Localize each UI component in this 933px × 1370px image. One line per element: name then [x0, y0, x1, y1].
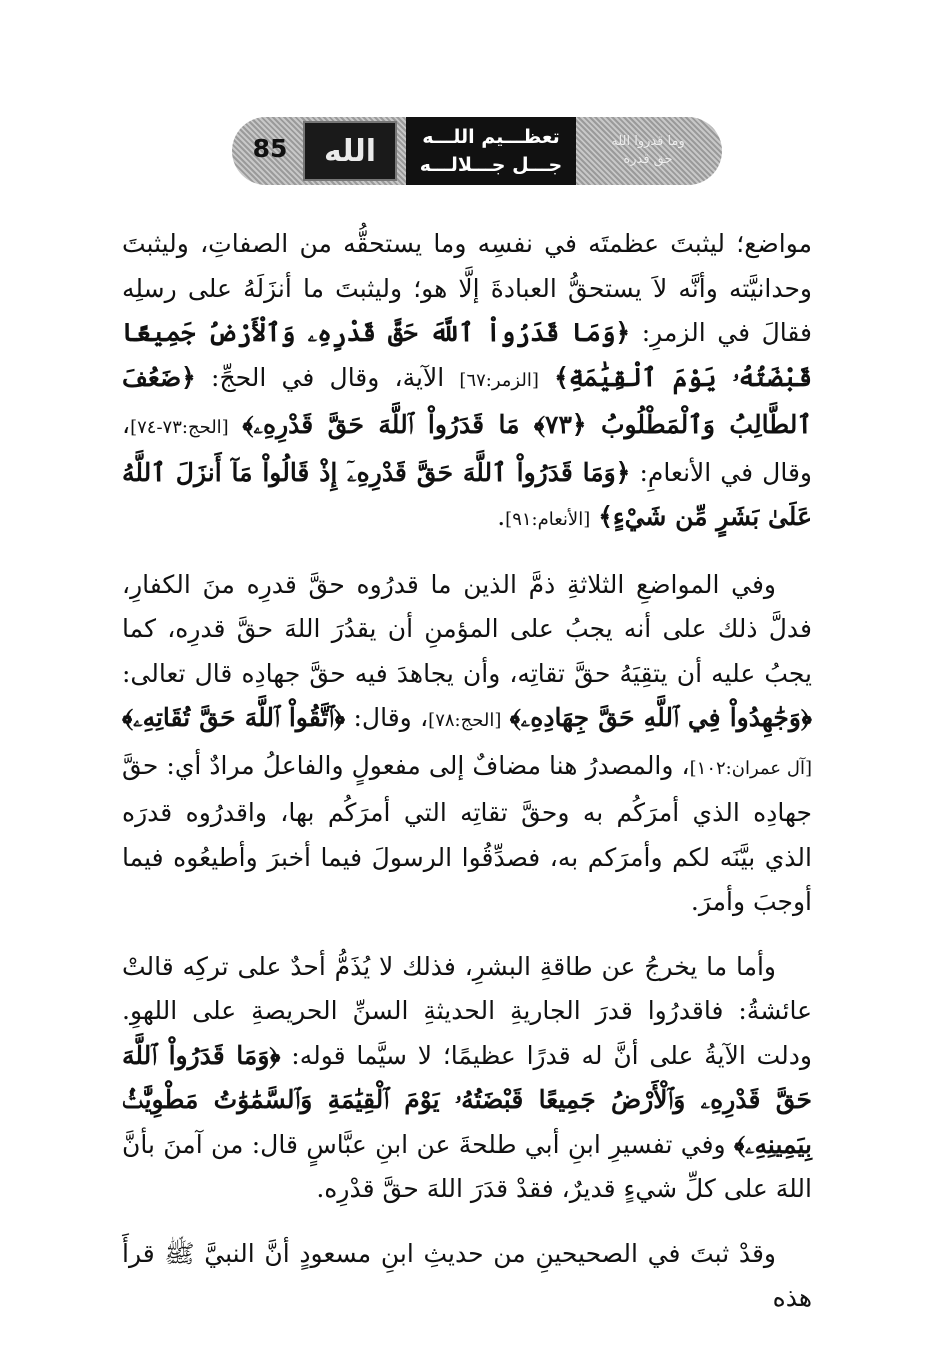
verse-reference: [الحج:٧٨] [428, 710, 502, 731]
verse-reference: [الأنعام:٩١] [505, 509, 591, 530]
page-number: 85 [252, 134, 288, 163]
text: وقدْ ثبتَ في الصحيحينِ من حديثِ ابنِ مسعودٍ أنَّ النبيَّ ﷺ قرأَ هذه [122, 1238, 812, 1312]
verse-reference: [الحج:٧٣-٧٤] [130, 417, 229, 438]
text: ، وقال في الأنعامِ: [122, 410, 812, 487]
text: وفي تفسيرِ ابنِ أبي طلحةَ عن ابنِ عبَّاسٍ قال: من آمنَ بأنَّ اللهَ على كلِّ شيءٍ قديرٌ، فقدْ قدَرَ اللهَ حقَّ قدْرِه. [122, 1129, 812, 1203]
text: مواضع؛ ليثبتَ عظمتَه في نفسِه وما يستحقُّه من الصفاتِ، وليثبتَ وحدانيَّته وأنَّه لاَ يستحقُّ العبادةَ إلَّا هو؛ وليثبتَ ما أنزَلَهُ على رسلِه فقالَ في الزمرِ: [122, 229, 812, 347]
quran-verse: ﴿ضَعُفَ ٱلطَّالِبُ وَٱلْمَطْلُوبُ ﴿٧٣﴾ مَا قَدَرُواْ ٱللَّهَ حَقَّ قَدْرِهِۦ﴾ [122, 362, 812, 439]
quran-verse: ﴿وَمَا قَدَرُواْ ٱللَّهَ حَقَّ قَدْرِهِۦ وَٱلْأَرْضُ جَمِيعًا قَبْضَتُهُۥ يَوْمَ ٱلْقِيَٰمَةِ﴾ [122, 318, 812, 392]
series-title [578, 117, 718, 185]
chapter-title-line1: تعظـــيم اللـــه [422, 126, 560, 148]
text: . [497, 502, 506, 531]
paragraph-2 [122, 563, 812, 925]
page-body [122, 222, 812, 1321]
verse-reference: [آل عمران:١٠٢] [689, 757, 812, 779]
quran-verse: ﴿وَمَا قَدَرُواْ ٱللَّهَ حَقَّ قَدْرِهِۦ وَٱلْأَرْضُ جَمِيعًا قَبْضَتُهُۥ يَوْمَ ٱلْقِيَٰمَةِ وَٱلسَّمَٰوَٰتُ مَطْوِيَّٰتُۢ بِيَمِينِهِۦ﴾ [122, 1040, 812, 1159]
verse-reference: [الزمر:٦٧] [459, 369, 539, 391]
text: ، وقال: [353, 703, 429, 732]
quran-verse: ﴿ٱتَّقُواْ ٱللَّهَ حَقَّ تُقَاتِهِۦ﴾ [122, 703, 346, 732]
chapter-title-line2: جـــل جـــلالـــه [419, 154, 563, 176]
emblem-frame [303, 121, 397, 181]
allah-calligraphy-emblem [296, 117, 404, 185]
text: الآية، وقال في الحجِّ: [211, 362, 445, 392]
paragraph-4 [122, 1232, 812, 1321]
chapter-title [406, 117, 576, 185]
emblem-text: الله [324, 133, 376, 169]
paragraph-3 [122, 945, 812, 1212]
text: ، والمصدرُ هنا مضافٌ إلى مفعولٍ والفاعلُ مرادٌ أي: حقَّ جهادِه الذي أمرَكُم به وحقَّ تقاتِه التي أمرَكُم بها، واقدرُوه قدرَه الذي بيَّنَه لكم وأمرَكم به، فصدِّقُوا الرسولَ فيما أخبرَ وأطيعُوه فيما أوجبَ وأمرَ. [122, 750, 812, 916]
series-title-line1: وما قدروا الله [611, 134, 685, 149]
series-title-line2: حق قدره [623, 152, 673, 167]
quran-verse: ﴿وَمَا قَدَرُواْ ٱللَّهَ حَقَّ قَدْرِهِۦٓ إِذْ قَالُواْ مَآ أَنزَلَ ٱللَّهُ عَلَىٰ بَشَرٍ مِّن شَيْءٍ﴾ [122, 457, 812, 531]
text: وفي المواضعِ الثلاثةِ ذمَّ الذين ما قدرُوه حقَّ قدرِه منَ الكفارِ، فدلَّ ذلك على أنه يجبُ على المؤمنِ أن يقدُرَ اللهَ حقَّ قدرِه، كما يجبُ عليه أن يتقِيَهُ حقَّ تقاتِه، وأن يجاهدَ فيه حقَّ جهادِه قال تعالى: [122, 569, 812, 688]
text: وأما ما يخرجُ عن طاقةِ البشرِ، فذلك لا يُذَمُّ أحدٌ على تركِه قالتْ عائشةُ: فاقدرُوا قدرَ الجاريةِ الحديثةِ السنِّ الحريصةِ على اللهوِ. ودلت الآيةُ على أنَّ له قدرًا عظيمًا؛ لا سيَّما قوله: [122, 951, 812, 1070]
paragraph-1 [122, 222, 812, 543]
quran-verse: ﴿وَجَٰهِدُواْ فِي ٱللَّهِ حَقَّ جِهَادِهِۦ﴾ [509, 703, 812, 732]
